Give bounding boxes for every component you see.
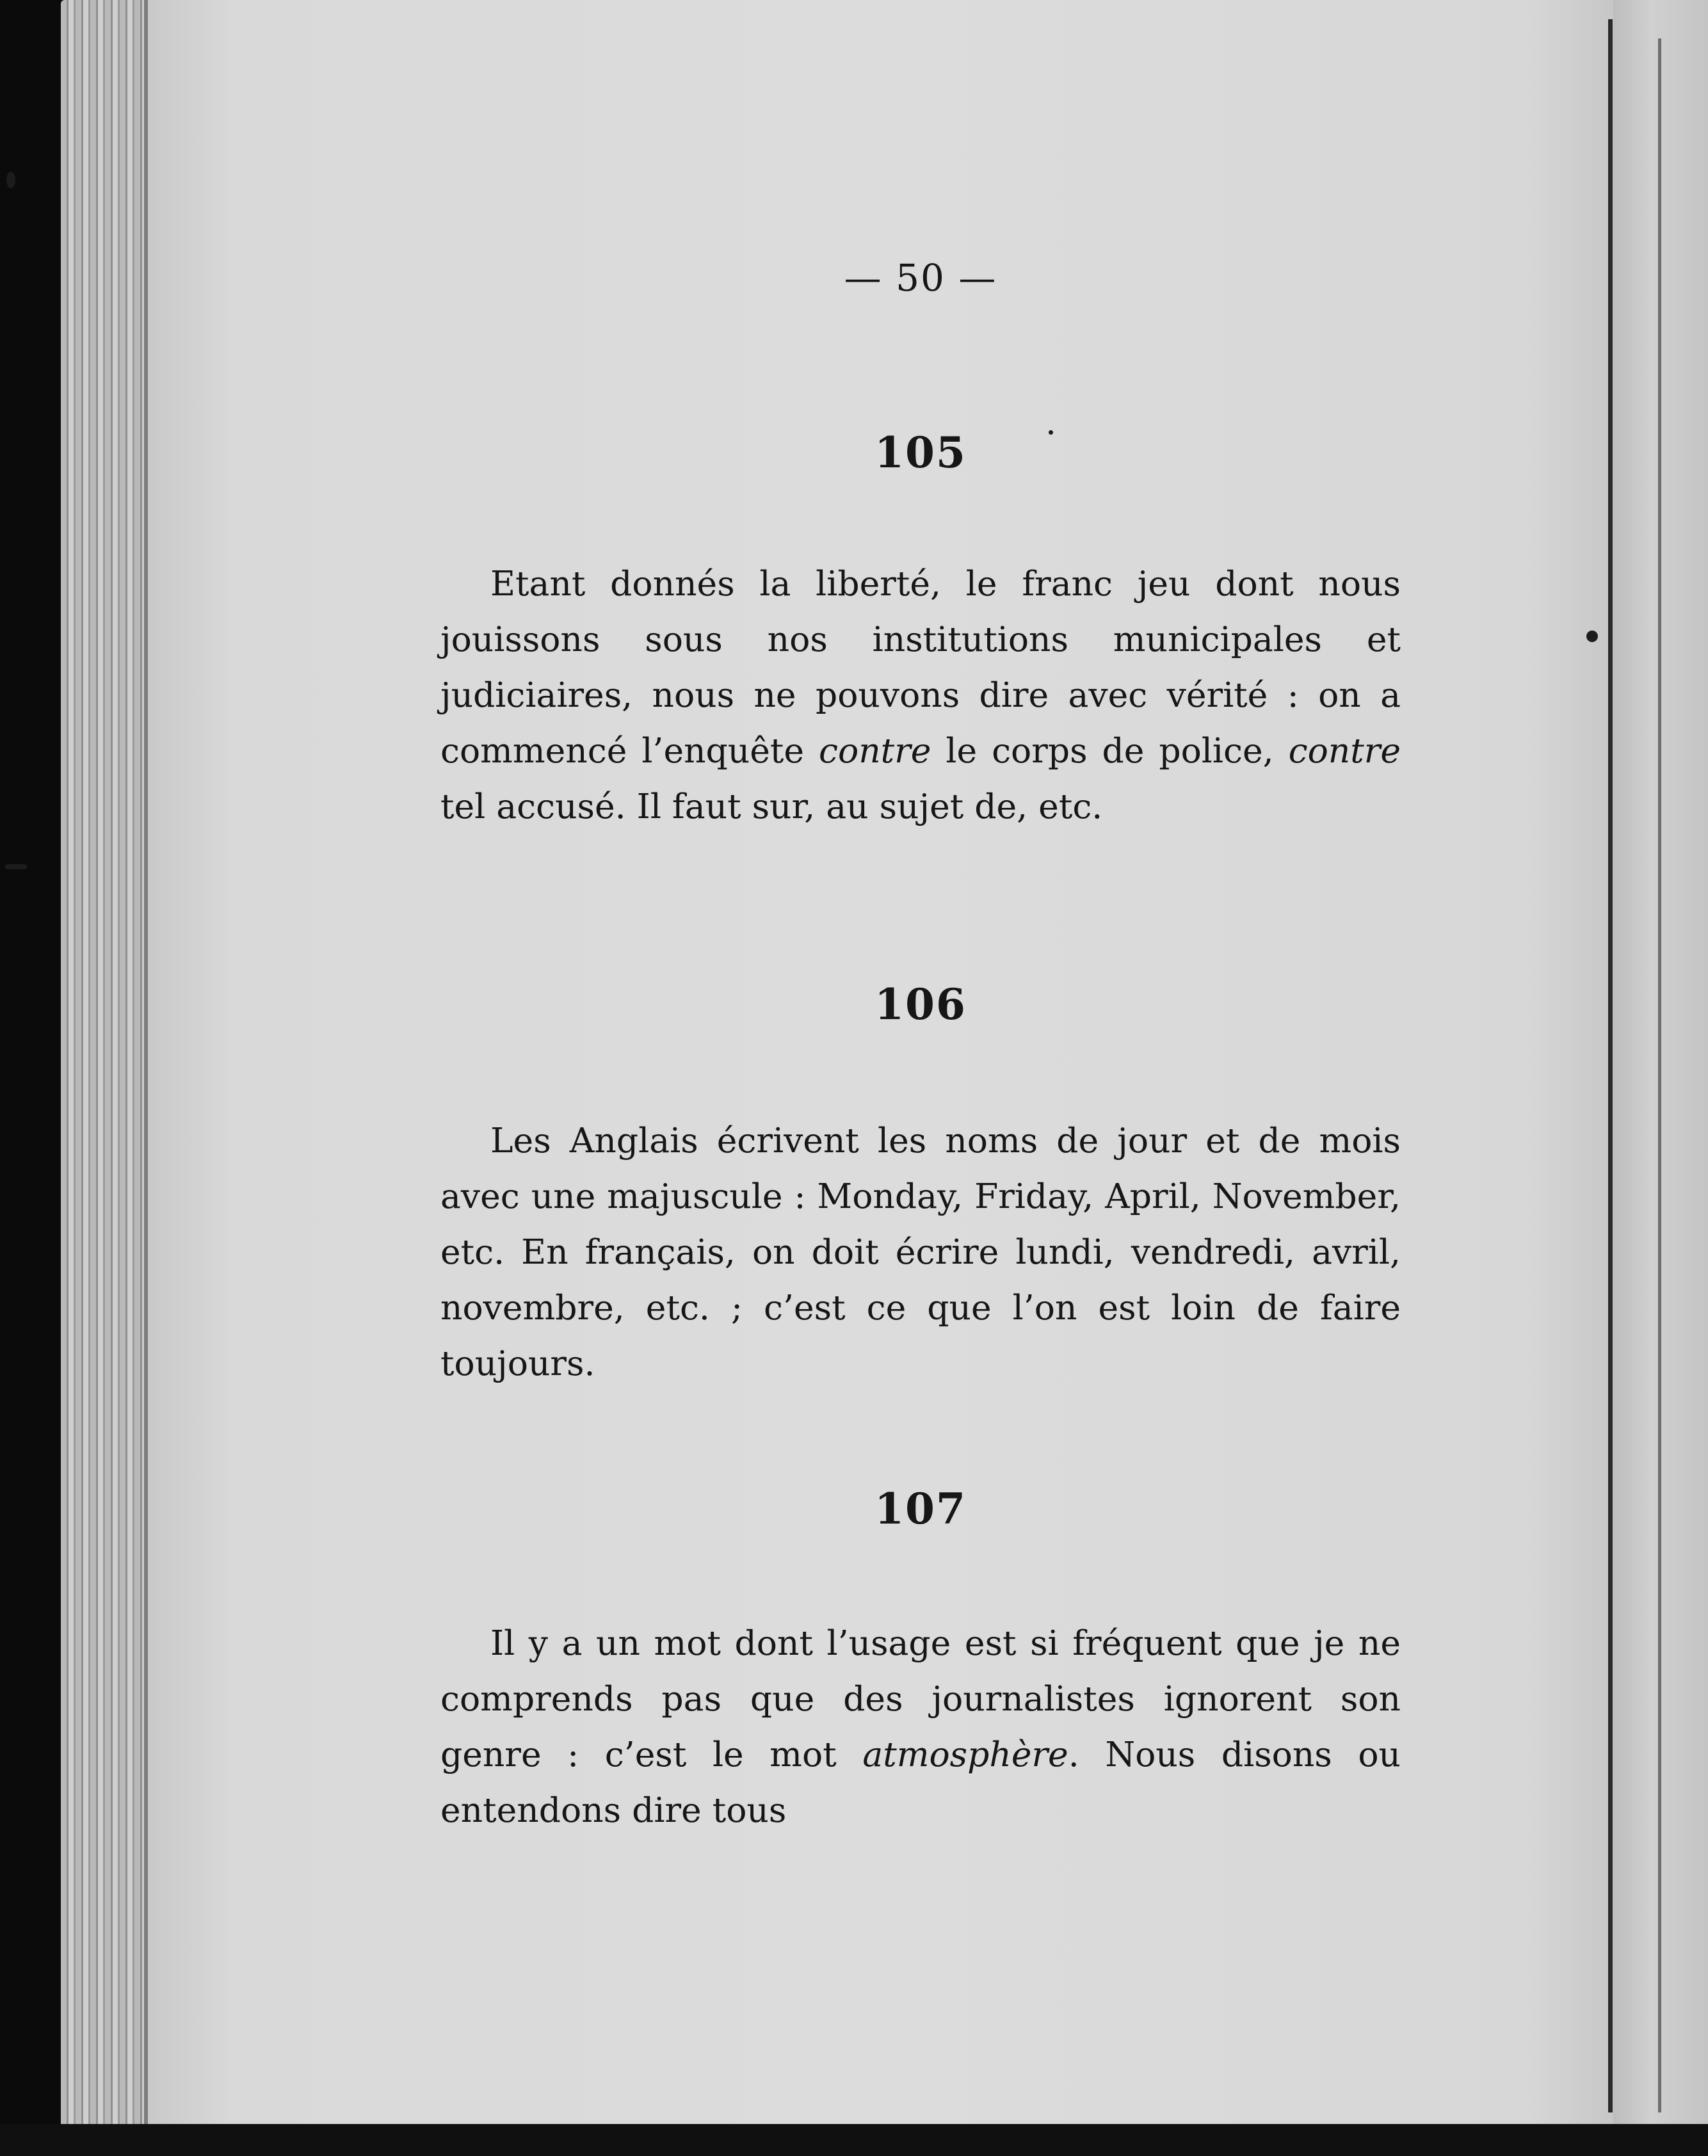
italic-word: atmosphère bbox=[862, 1734, 1068, 1774]
section-number-107: 107 bbox=[874, 1484, 967, 1534]
text-run: Etant donnés la liberté, le franc jeu dont nous jouissons sous nos institutions municipales et judiciaires, nous ne pouvons dire avec vérité : on a commencé l’enquête bbox=[440, 563, 1401, 771]
section-number-106: 106 bbox=[874, 979, 967, 1029]
facing-page-shadow bbox=[1658, 38, 1661, 2112]
section-number-105: 105 bbox=[874, 428, 967, 478]
page-number: — 50 — bbox=[844, 256, 997, 300]
dust-speck bbox=[5, 864, 27, 869]
italic-word: contre bbox=[1288, 730, 1401, 771]
italic-word: contre bbox=[819, 730, 931, 771]
text-run: . Nous disons ou entendons dire tous bbox=[440, 1734, 1401, 1830]
text-run: Les Anglais écrivent les noms de jour et de mois avec une majuscule : Monday, Friday, April, November, etc. En français, on doit écrire lundi, vendredi, avril, novembre, etc. ; c’est ce que l’on est loin de faire toujours. bbox=[440, 1120, 1401, 1383]
page-edges bbox=[61, 0, 150, 2132]
text-run: Il y a un mot dont l’usage est si fréquent que je ne comprends pas que des journalistes ignorent son genre : c’est le mot bbox=[440, 1623, 1401, 1774]
paragraph-106 bbox=[440, 1113, 1401, 1391]
paragraph-105 bbox=[440, 556, 1401, 834]
binding-gutter bbox=[1608, 19, 1613, 2112]
text-run: tel accusé. Il faut sur, au sujet de, etc. bbox=[440, 786, 1103, 826]
text-run: le corps de police, bbox=[931, 730, 1289, 771]
dust-speck bbox=[6, 172, 15, 188]
scan-border bbox=[0, 2124, 1708, 2156]
paragraph-107 bbox=[440, 1615, 1401, 1838]
dust-speck bbox=[1586, 631, 1598, 642]
